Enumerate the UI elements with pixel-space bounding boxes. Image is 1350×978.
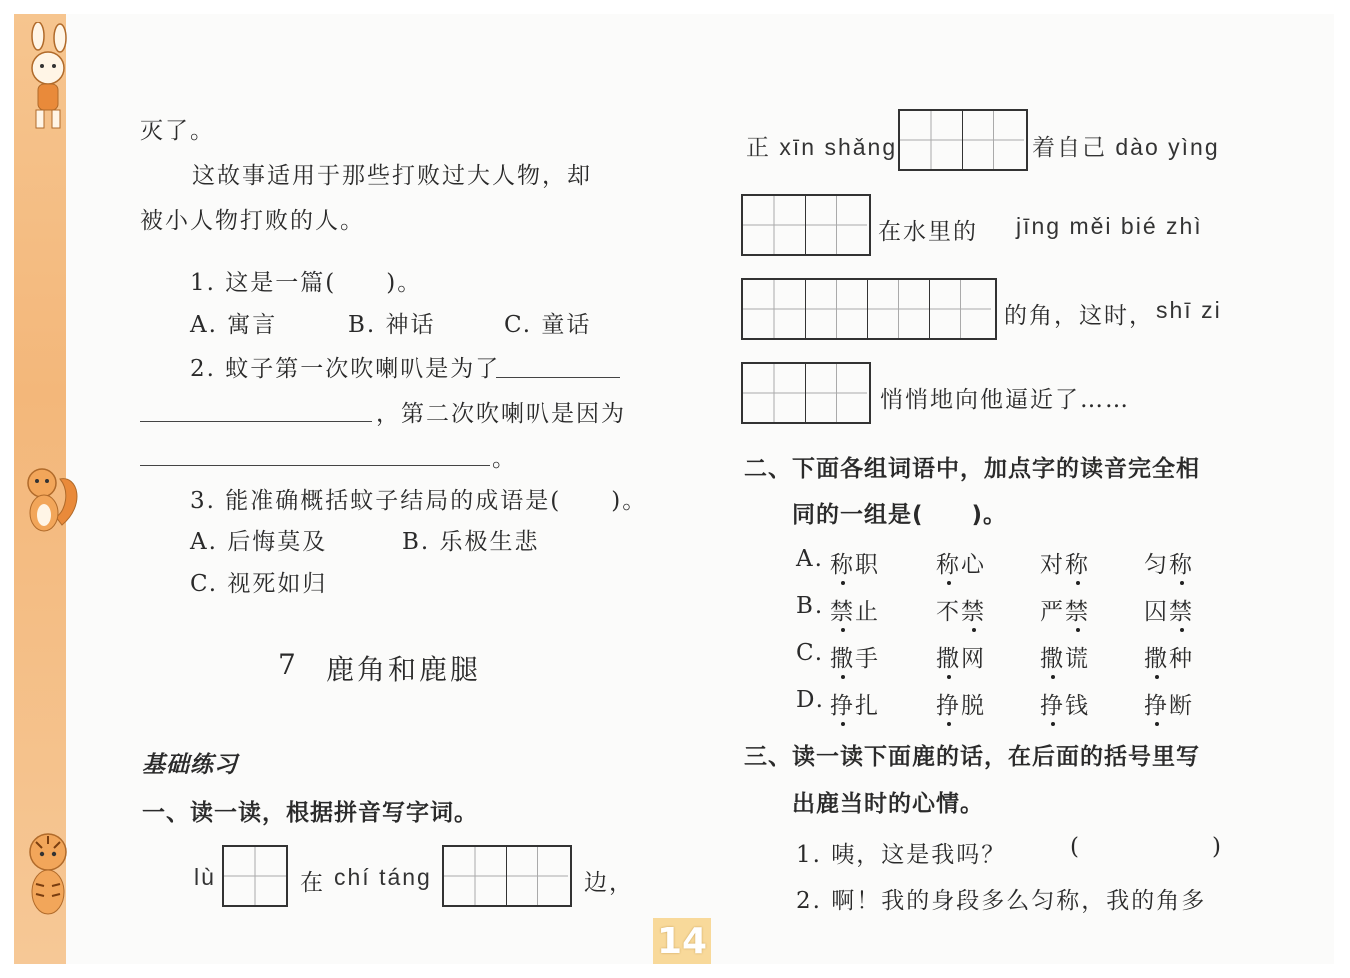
word-item bbox=[936, 546, 986, 579]
q1-option-b: B. 神话 bbox=[348, 312, 436, 338]
word-group-label: A. bbox=[796, 546, 824, 572]
word-item bbox=[1040, 640, 1090, 673]
character: 职 bbox=[855, 552, 880, 578]
word-item bbox=[830, 640, 880, 673]
answer-paren-left: ( bbox=[1070, 834, 1081, 860]
task-1-heading: 一、读一读，根据拼音写字词。 bbox=[142, 800, 478, 826]
character: 不 bbox=[936, 599, 961, 625]
q3-option-b: B. 乐极生悲 bbox=[402, 529, 540, 555]
word-item bbox=[936, 640, 986, 673]
pinyin-jingmeibiezhi: jīng měi bié zhì bbox=[1016, 213, 1203, 239]
dotted-character: 称 bbox=[830, 546, 855, 579]
word-item bbox=[1144, 687, 1194, 720]
moral-text-line2: 被小人物打败的人。 bbox=[140, 208, 365, 234]
character: 对 bbox=[1040, 552, 1065, 578]
character: 钱 bbox=[1065, 693, 1090, 719]
word-item bbox=[1040, 546, 1090, 579]
dotted-character: 挣 bbox=[1040, 687, 1065, 720]
dotted-character: 撒 bbox=[936, 640, 961, 673]
word-item bbox=[830, 593, 880, 626]
character: 囚 bbox=[1144, 599, 1169, 625]
char-grid-lu[interactable] bbox=[222, 845, 288, 907]
character: 匀 bbox=[1144, 552, 1169, 578]
question-3: 3. 能准确概括蚊子结局的成语是( )。 bbox=[190, 488, 648, 514]
pinyin-xinshang: 正 xīn shǎng bbox=[746, 134, 898, 160]
dotted-character: 撒 bbox=[830, 640, 855, 673]
answer-paren-right: ) bbox=[1212, 834, 1223, 860]
question-2-end: 。 bbox=[492, 446, 517, 472]
word-item bbox=[1040, 593, 1090, 626]
word-item bbox=[1144, 640, 1194, 673]
character: 谎 bbox=[1065, 646, 1090, 672]
dotted-character: 禁 bbox=[961, 593, 986, 626]
character: 止 bbox=[855, 599, 880, 625]
dotted-character: 称 bbox=[936, 546, 961, 579]
text-qiaoqiao: 悄悄地向他逼近了…… bbox=[880, 387, 1130, 413]
q3-option-c: C. 视死如归 bbox=[190, 571, 328, 597]
character: 网 bbox=[961, 646, 986, 672]
character: 种 bbox=[1169, 646, 1194, 672]
pinyin-lu: lù bbox=[194, 864, 216, 890]
dotted-character: 挣 bbox=[1144, 687, 1169, 720]
task-2-heading-line2: 同的一组是( )。 bbox=[792, 502, 1008, 528]
character: 手 bbox=[855, 646, 880, 672]
pinyin-chitang: chí táng bbox=[334, 864, 432, 890]
rabbit-mascot-icon bbox=[16, 22, 80, 132]
page-number: 14 bbox=[653, 918, 711, 964]
word-item bbox=[830, 546, 880, 579]
answer-blank-1[interactable] bbox=[496, 377, 620, 378]
word-item bbox=[1144, 546, 1194, 579]
word-group-label: B. bbox=[796, 593, 825, 619]
char-grid-shizi[interactable] bbox=[741, 362, 871, 424]
story-ending-text: 灭了。 bbox=[140, 118, 215, 144]
answer-blank-3[interactable] bbox=[140, 465, 490, 466]
word-item bbox=[1040, 687, 1090, 720]
dotted-character: 称 bbox=[1065, 546, 1090, 579]
text-zai-shuili: 在水里的 bbox=[878, 219, 978, 245]
word-item bbox=[936, 593, 986, 626]
mood-answer-field[interactable] bbox=[1082, 836, 1208, 864]
question-2-part2: ，第二次吹喇叭是因为 bbox=[376, 401, 626, 427]
char-grid-daoying[interactable] bbox=[741, 194, 871, 256]
text-daoying: 着自己 dào yìng bbox=[1032, 134, 1220, 160]
lesson-title: 鹿角和鹿腿 bbox=[326, 653, 482, 686]
answer-blank-2[interactable] bbox=[140, 421, 372, 422]
sentence-1: 1. 咦，这是我吗？ bbox=[796, 842, 1007, 868]
question-1: 1. 这是一篇( )。 bbox=[190, 270, 423, 296]
text-dejiao: 的角，这时， bbox=[1004, 303, 1154, 329]
dotted-character: 禁 bbox=[1065, 593, 1090, 626]
word-zai: 在 bbox=[300, 870, 325, 896]
dotted-character: 禁 bbox=[830, 593, 855, 626]
moral-text-line1: 这故事适用于那些打败过大人物，却 bbox=[192, 163, 592, 189]
task-3-heading-line1: 三、读一读下面鹿的话，在后面的括号里写 bbox=[744, 744, 1200, 770]
word-group-label: D. bbox=[796, 687, 825, 713]
character: 断 bbox=[1169, 693, 1194, 719]
character: 心 bbox=[961, 552, 986, 578]
dotted-character: 禁 bbox=[1169, 593, 1194, 626]
task-2-heading-line1: 二、下面各组词语中，加点字的读音完全相 bbox=[744, 456, 1200, 482]
dotted-character: 撒 bbox=[1040, 640, 1065, 673]
section-heading: 基础练习 bbox=[142, 752, 238, 778]
q1-option-a: A. 寓言 bbox=[190, 312, 278, 338]
character: 脱 bbox=[961, 693, 986, 719]
squirrel-mascot-icon bbox=[16, 455, 80, 545]
sentence-2: 2. 啊！我的身段多么匀称，我的角多 bbox=[796, 888, 1207, 914]
dotted-character: 称 bbox=[1169, 546, 1194, 579]
char-grid-xinshang[interactable] bbox=[898, 109, 1028, 171]
q1-option-c: C. 童话 bbox=[504, 312, 592, 338]
word-item bbox=[1144, 593, 1194, 626]
task-3-heading-line2: 出鹿当时的心情。 bbox=[792, 791, 984, 817]
character: 扎 bbox=[855, 693, 880, 719]
tiger-mascot-icon bbox=[16, 822, 80, 922]
char-grid-jingmeibiezhi[interactable] bbox=[741, 278, 997, 340]
lesson-number: 7 bbox=[278, 648, 296, 681]
dotted-character: 挣 bbox=[936, 687, 961, 720]
character: 严 bbox=[1040, 599, 1065, 625]
dotted-character: 撒 bbox=[1144, 640, 1169, 673]
pinyin-shizi: shī zi bbox=[1156, 297, 1222, 323]
dotted-character: 挣 bbox=[830, 687, 855, 720]
question-2-part1: 2. 蚊子第一次吹喇叭是为了 bbox=[190, 356, 501, 382]
word-item bbox=[830, 687, 880, 720]
q3-option-a: A. 后悔莫及 bbox=[190, 529, 328, 555]
word-group-label: C. bbox=[796, 640, 825, 666]
word-bian: 边， bbox=[584, 870, 634, 896]
char-grid-chitang[interactable] bbox=[442, 845, 572, 907]
word-item bbox=[936, 687, 986, 720]
